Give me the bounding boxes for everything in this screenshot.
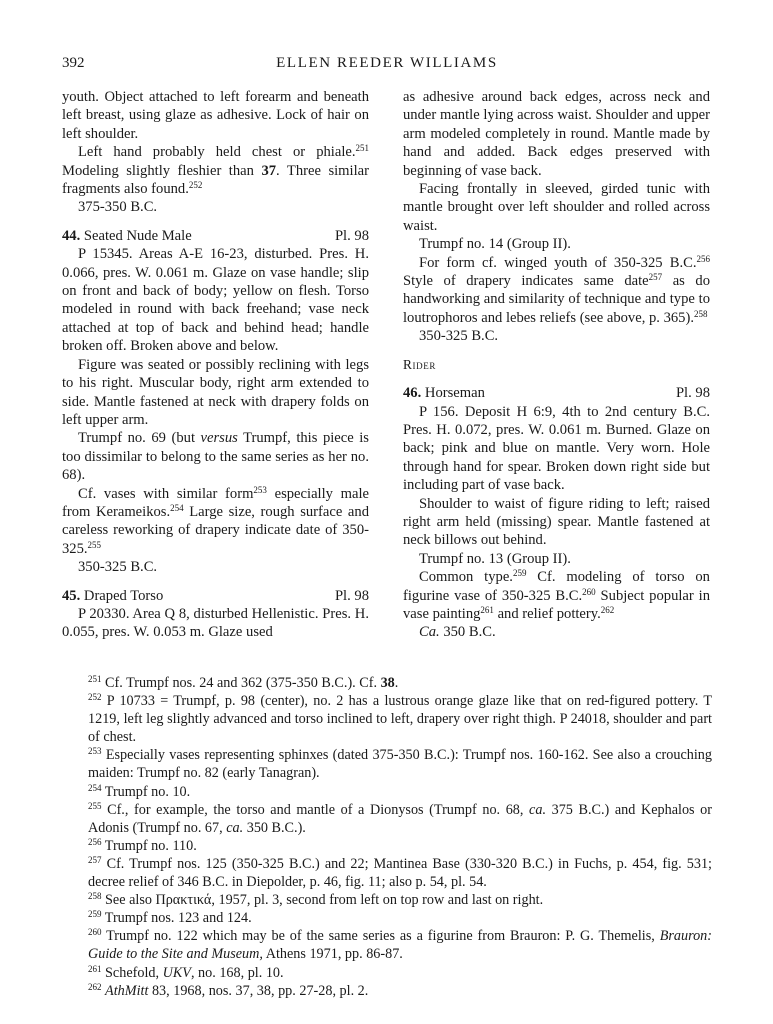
footnote-262: $^{262}$ AthMitt 83, 1968, nos. 37, 38, pp. 27-28, pl. 2. [88, 981, 369, 999]
footnote-ref[interactable]: 252 [188, 180, 203, 191]
date-line: 350-325 B.C. [78, 559, 158, 576]
footnote-ref[interactable]: 254 [170, 502, 184, 513]
catalog-paragraph: Common type.$^{259}$ Cf. modeling of torso on figurine vase of 350-325 B.C.$^{260}$ Subject popular in vase painting$^{261}$ and relief pottery.$^{262}$ [403, 568, 710, 622]
footnote-257: $^{257}$ Cf. Trumpf nos. 125 (350-325 B.C.) and 22; Mantinea Base (330-320 B.C.) in Fuchs, p. 454, fig. 531; decree relief of 346 B.C. in Diepolder, p. 46, fig. 11; also p. 54, pl. 54. [88, 854, 712, 891]
catalog-paragraph: Trumpf no. 69 (but versus Trumpf, this piece is too dissimilar to belong to the same series as her no. 68). [62, 430, 369, 484]
catalog-text: youth. Object attached to left forearm and beneath left breast, using glaze as adhesive. Lock of hair on left shoulder. [62, 89, 369, 142]
footnote-ref[interactable]: 256 [696, 253, 710, 264]
page-header [62, 55, 712, 75]
catalog-paragraph: Cf. vases with similar form$^{253}$ especially male from Kerameikos.$^{254}$ Large size, rough surface and careless reworking of drapery indicate date of 350-325.$^{255}$ [62, 484, 369, 557]
catalog-paragraph: For form cf. winged youth of 350-325 B.C.$^{256}$ Style of drapery indicates same date$^{257}$ as do handworking and similarity of technique and type to loutrophoros and lebes reliefs (see above, p. 365).$^{258}$ [403, 253, 710, 326]
plate-ref: Pl. 98 [675, 385, 710, 402]
footnote-258: $^{258}$ See also Πρακτικά, 1957, pl. 3, second from left on top row and last on right. [88, 891, 544, 909]
catalog-paragraph: Left hand probably held chest or phiale.$^{251}$ Modeling slightly fleshier than 37. Three similar fragments also found.$^{252}$ [62, 143, 369, 198]
section-heading: Rider [403, 356, 436, 372]
entry-title: Seated Nude Male [80, 227, 192, 244]
catalog-paragraph: Shoulder to waist of figure riding to left; raised right arm held (missing) spear. Mantle fastened at neck billows out behind. [403, 495, 710, 549]
footnote-260: $^{260}$ Trumpf no. 122 which may be of the same series as a figurine from Brauron: P. G. Themelis, Brauron: Guide to the Site and Museum, Athens 1971, pp. 86-87. [88, 927, 712, 963]
footnote-ref[interactable]: 253 [253, 484, 267, 495]
footnote-259: $^{259}$ Trumpf nos. 123 and 124. [88, 909, 252, 927]
entry-number: 46. [403, 385, 422, 402]
entry-heading-46 [403, 384, 710, 402]
footnote-ref[interactable]: 262 [600, 604, 615, 615]
entry-heading-44 [62, 227, 369, 245]
date-line: 375-350 B.C. [78, 199, 158, 216]
footnote-ref[interactable]: 261 [480, 604, 494, 615]
footnote-252: $^{252}$ P 10733 = Trumpf, p. 98 (center), no. 2 has a lustrous orange glaze like that on red-figured pottery. T 1219, left leg slightly advanced and torso inclined to left, drapery over right thigh. P 24018, shoulder and part of chest. [88, 692, 712, 746]
plate-ref: Pl. 98 [334, 227, 369, 244]
entry-number: 45. [62, 587, 81, 604]
footnote-ref[interactable]: 255 [87, 539, 102, 550]
footnote-253: $^{253}$ Especially vases representing sphinxes (dated 375-350 B.C.): Trumpf nos. 160-162. See also a crouching maiden: Trumpf no. 82 (early Tanagran). [88, 746, 712, 782]
entry-description: P 20330. Area Q 8, disturbed Hellenistic. Pres. H. 0.055, pres. W. 0.053 m. Glaze used [62, 605, 369, 641]
entry-description: P 156. Deposit H 6:9, 4th to 2nd century B.C. Pres. H. 0.072, pres. W. 0.061 m. Burned. Glaze on back; pink and blue on mantle. Very worn. Hole through hand for spear. Broken down right side but including part of vase back. [403, 403, 710, 494]
footnote-255: $^{255}$ Cf., for example, the torso and mantle of a Dionysos (Trumpf no. 68, ca. 375 B.C.) and Kephalos or Adonis (Trumpf no. 67, ca. 350 B.C.). [88, 800, 712, 836]
left-column [62, 88, 369, 642]
page-number: 392 [62, 55, 85, 71]
footnote-ref[interactable]: 257 [648, 272, 663, 283]
footnote-ref[interactable]: 258 [693, 308, 708, 319]
date-line: Ca. 350 B.C. [419, 624, 496, 641]
entry-description: P 15345. Areas A-E 16-23, disturbed. Pres. H. 0.066, pres. W. 0.061 m. Glaze on vase handle; slip on front and back of body; yellow on flesh. Torso modeled in round with back freehand; vase neck attached at top of back and behind head; handle broken off. Broken above and below. [62, 246, 369, 355]
footnotes [88, 674, 712, 1000]
date-line: 350-325 B.C. [419, 328, 499, 345]
footnote-ref[interactable]: 251 [355, 143, 369, 154]
footnote-261: $^{261}$ Schefold, UKV, no. 168, pl. 10. [88, 963, 284, 981]
cross-ref: 37 [261, 162, 277, 179]
plate-ref: Pl. 98 [334, 587, 369, 604]
footnote-ref[interactable]: 259 [512, 568, 527, 579]
entry-heading-45 [62, 587, 369, 605]
footnote-251: $^{251}$ Cf. Trumpf nos. 24 and 362 (375-350 B.C.). Cf. 38. [88, 674, 399, 691]
catalog-paragraph: Figure was seated or possibly reclining with legs to his right. Muscular body, right arm extended to side. Mantle fastened at neck with drapery folds on left upper arm. [62, 356, 369, 428]
footnote-256: $^{256}$ Trumpf no. 110. [88, 836, 197, 854]
catalog-paragraph: Facing frontally in sleeved, girded tunic with mantle brought over left shoulder and rolled across waist. [403, 181, 710, 234]
footnote-ref[interactable]: 260 [582, 586, 596, 597]
entry-number: 44. [62, 227, 81, 244]
catalog-paragraph: Trumpf no. 14 (Group II). [419, 236, 571, 253]
entry-title: Horseman [421, 385, 485, 402]
catalog-paragraph: Trumpf no. 13 (Group II). [419, 550, 571, 567]
running-head: ELLEN REEDER WILLIAMS [276, 55, 498, 71]
catalog-text: as adhesive around back edges, across neck and under mantle lying across waist. Shoulder and upper arm modeled completely in round. Mantle made by hand and added. Back edges preserved with beginning of vase back. [403, 89, 710, 179]
right-column [403, 88, 710, 642]
footnote-254: $^{254}$ Trumpf no. 10. [88, 782, 191, 800]
entry-title: Draped Torso [80, 587, 164, 604]
